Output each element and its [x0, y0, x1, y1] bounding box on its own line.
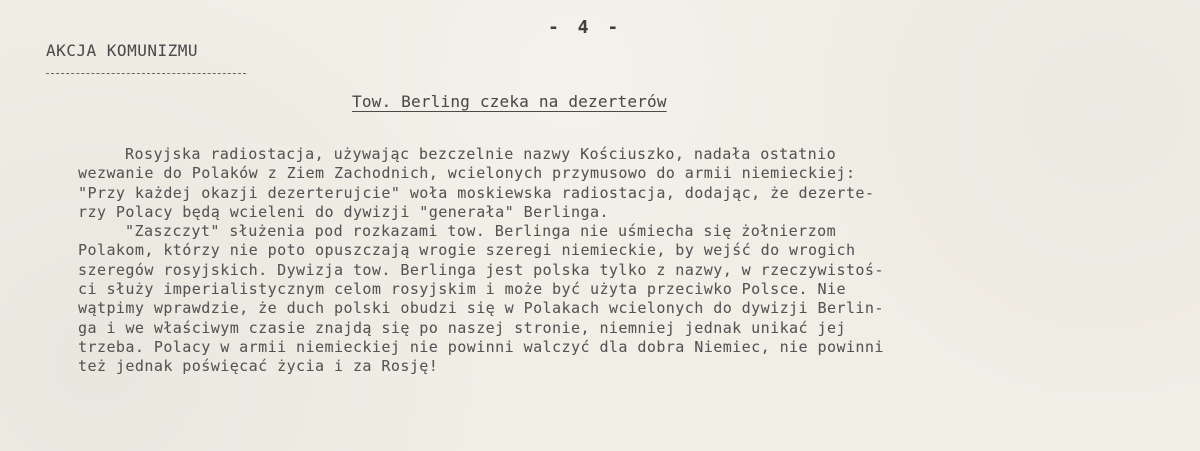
article-line: Rosyjska radiostacja, używając bezczelnie nazwy Kościuszko, nadała ostatnio	[125, 145, 837, 163]
page-number: - 4 -	[548, 17, 623, 38]
article-line: szeregów rosyjskich. Dywizja tow. Berlinga jest polska tylko z nazwy, w rzeczywistoś-	[78, 260, 884, 279]
article-line: trzeba. Polacy w armii niemieckiej nie powinni walczyć dla dobra Niemiec, nie powinni	[78, 337, 884, 356]
article-line: wezwanie do Polaków z Ziem Zachodnich, wcielonych przymusowo do armii niemieckiej:	[78, 164, 856, 183]
article-line: "Przy każdej okazji dezerterujcie" woła moskiewska radiostacja, dodając, że dezerte-	[78, 183, 875, 202]
section-title: AKCJA KOMUNIZMU	[46, 41, 198, 60]
article-body	[78, 145, 1158, 377]
article-line: wątpimy wprawdzie, że duch polski obudzi się w Polakach wcielonych do dywizji Berlin-	[78, 299, 884, 318]
article-line: też jednak poświęcać życia i za Rosję!	[78, 357, 439, 376]
article-title: Tow. Berling czeka na dezerterów	[352, 92, 667, 111]
article-line: rzy Polacy będą wcieleni do dywizji "generała" Berlinga.	[78, 202, 609, 221]
article-line: ga i we właściwym czasie znajdą się po naszej stronie, niemniej jednak unikać jej	[78, 318, 846, 337]
article-line: "Zaszczyt" służenia pod rozkazami tow. Berlinga nie uśmiecha się żołnierzom	[125, 222, 837, 241]
article-line: ci służy imperialistycznym celom rosyjskim i może być użyta przeciwko Polsce. Nie	[78, 280, 846, 299]
article-line: Polakom, którzy nie poto opuszczają wrogie szeregi niemieckie, by wejść do wrogich	[78, 241, 856, 260]
section-divider	[46, 73, 246, 75]
